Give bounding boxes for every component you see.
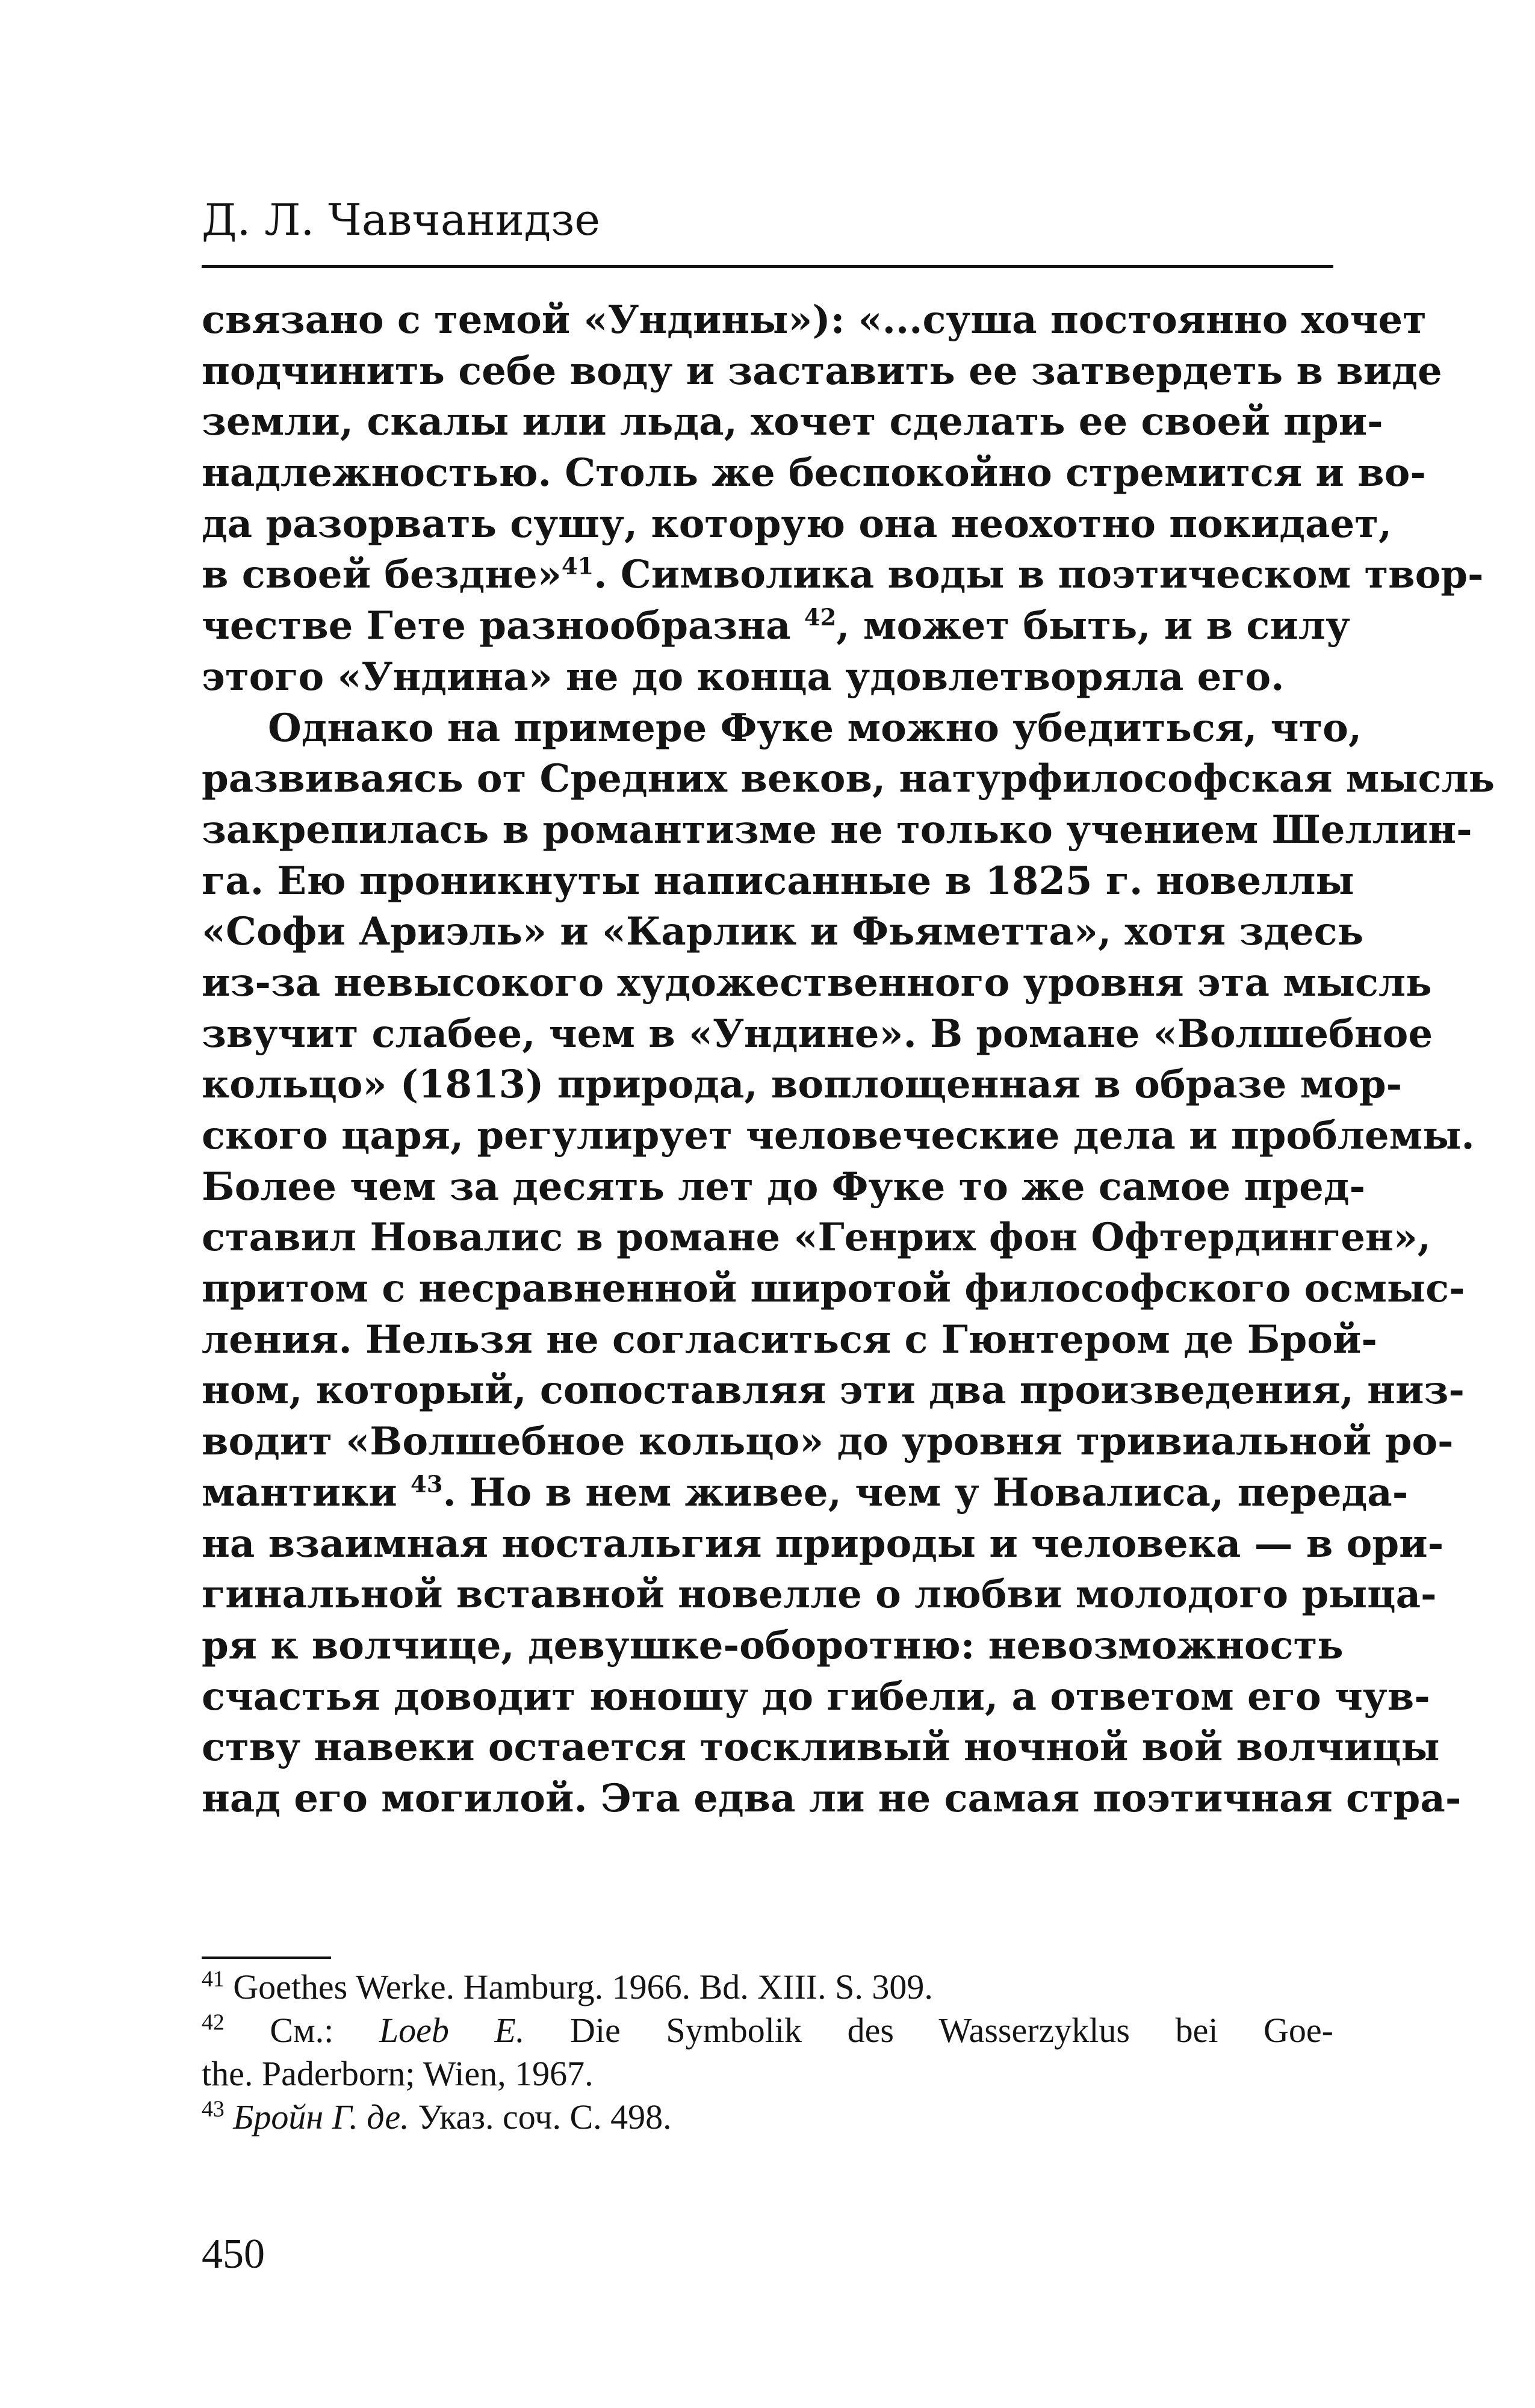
text-line: подчинить себе воду и заставить ее затвердеть в виде <box>202 348 1442 394</box>
footnote: $^{43}$ Бройн Г. де. Указ. соч. С. 498. <box>202 2096 672 2136</box>
text-line: да разорвать сушу, которую она неохотно покидает, <box>202 501 1392 547</box>
running-head: Д. Л. Чавчанидзе <box>202 194 600 245</box>
text-line: ского царя, регулирует человеческие дела и проблемы. <box>202 1113 1475 1158</box>
text-line: звучит слабее, чем в «Ундине». В романе «Волшебное <box>202 1011 1433 1057</box>
author-name: Loeb E. <box>379 2011 525 2050</box>
author-name: Бройн Г. де. <box>233 2097 409 2136</box>
footnotes <box>202 1966 1333 2139</box>
text-line: притом с несравненной широтой философского осмыс- <box>202 1266 1465 1312</box>
footnote-ref: 41 <box>561 553 594 581</box>
text-line: из-за невысокого художественного уровня эта мысль <box>202 960 1432 1005</box>
text-line: закрепилась в романтизме не только учением Шеллин- <box>202 807 1472 852</box>
page-number: 450 <box>202 2231 265 2277</box>
text-line: гинальной вставной новелле о любви молодого рыца- <box>202 1572 1437 1618</box>
text-line: ству навеки остается тоскливый ночной вой волчицы <box>202 1725 1440 1770</box>
text-line: развиваясь от Средних веков, натурфилософская мысль <box>202 756 1495 802</box>
text-line: счастья доводит юношу до гибели, а ответом его чув- <box>202 1674 1430 1719</box>
body-text <box>202 295 1495 1825</box>
text-line: мантики $^{43}$. Но в нем живее, чем у Новалиса, переда- <box>202 1469 1409 1515</box>
text-line: га. Ею проникнуты написанные в 1825 г. новеллы <box>202 858 1354 904</box>
text-line: на взаимная ностальгия природы и человека — в ори- <box>202 1521 1444 1566</box>
footnote-rule <box>202 1956 331 1959</box>
footnote-mark: 43 <box>202 2096 225 2122</box>
text-line: водит «Волшебное кольцо» до уровня тривиальной ро- <box>202 1419 1454 1465</box>
footnote-mark: 41 <box>202 1966 225 1992</box>
footnote-continuation: the. Paderborn; Wien, 1967. <box>202 2054 594 2093</box>
text-line: связано с темой «Ундины»): «...суша постоянно хочет <box>202 297 1427 343</box>
text-line: ления. Нельзя не согласиться с Гюнтером де Брой- <box>202 1317 1377 1362</box>
text-line: надлежностью. Столь же беспокойно стремится и во- <box>202 450 1426 496</box>
footnote-mark: 42 <box>202 2009 225 2035</box>
text-line: земли, скалы или льда, хочет сделать ее своей при- <box>202 399 1383 445</box>
text-line: ря к волчице, девушке-оборотню: невозможность <box>202 1622 1344 1668</box>
text-line: честве Гете разнообразна $^{42}$, может быть, и в силу <box>202 603 1350 649</box>
text-line: в своей бездне»$^{41}$. Символика воды в поэтическом твор- <box>202 552 1484 598</box>
footnote: $^{41}$ Goethes Werke. Hamburg. 1966. Bd. XIII. S. 309. <box>202 1966 933 2006</box>
text-line: над его могилой. Эта едва ли не самая поэтичная стра- <box>202 1775 1462 1821</box>
footnote-ref: 43 <box>411 1471 443 1498</box>
text-line: этого «Ундина» не до конца удовлетворяла его. <box>202 654 1285 700</box>
footnote-ref: 42 <box>804 604 837 631</box>
text-line: ном, который, сопоставляя эти два произведения, низ- <box>202 1368 1465 1413</box>
header-rule <box>202 265 1333 268</box>
footnote: $^{42}$ См.: Loeb E. Die Symbolik des Wasserzyklus bei Goe- <box>202 2009 1333 2050</box>
text-line: «Софи Ариэль» и «Карлик и Фьяметта», хотя здесь <box>202 909 1364 955</box>
text-line: Более чем за десять лет до Фуке то же самое пред- <box>202 1164 1366 1209</box>
text-line: Однако на примере Фуке можно убедиться, что, <box>268 705 1362 751</box>
text-line: ставил Новалис в романе «Генрих фон Офтердинген», <box>202 1215 1431 1261</box>
text-line: кольцо» (1813) природа, воплощенная в образе мор- <box>202 1062 1403 1108</box>
